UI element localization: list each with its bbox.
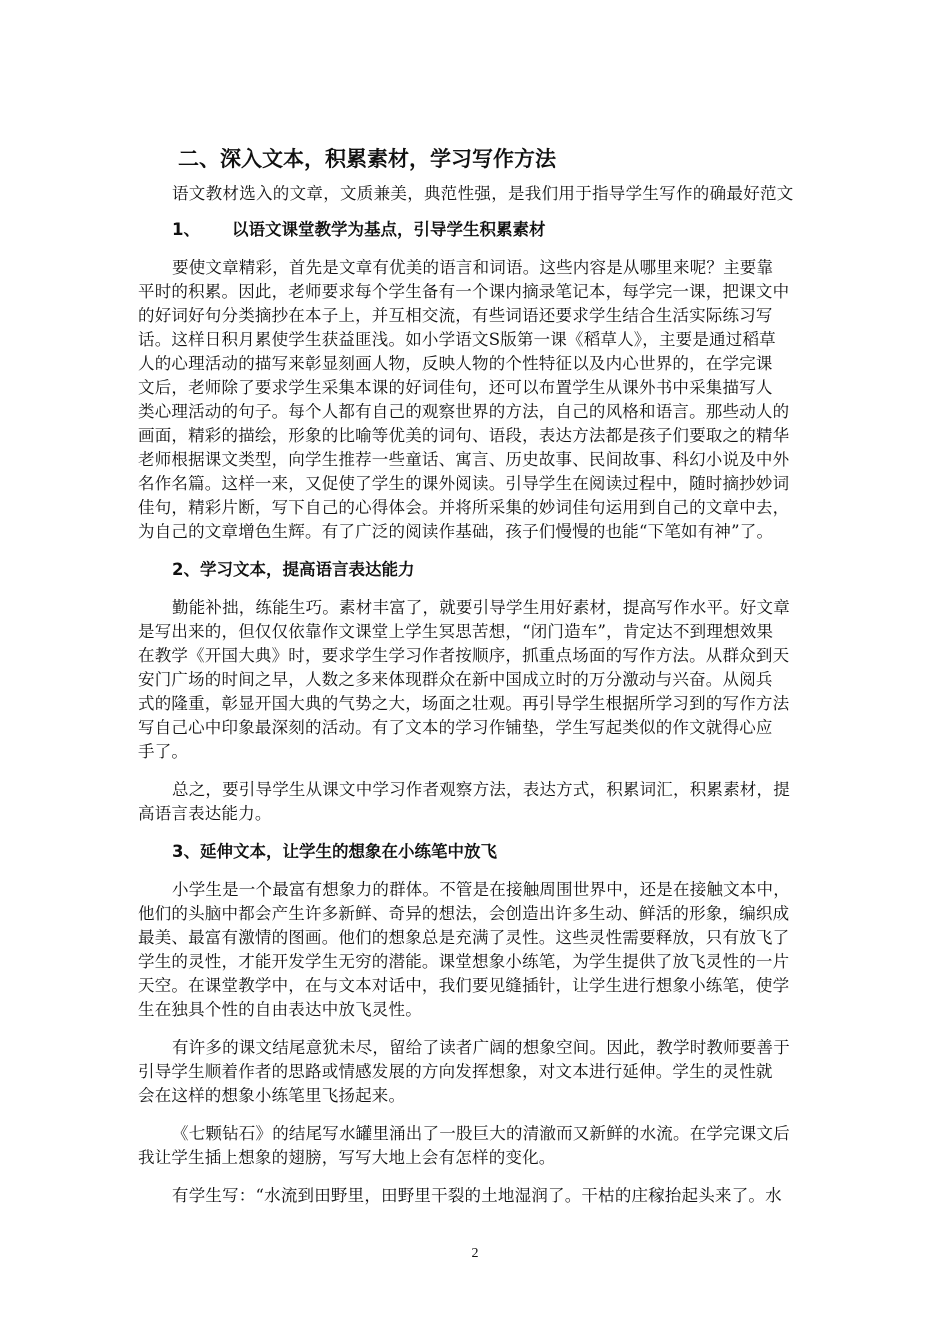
text-line: 话。这样日积月累使学生获益匪浅。如小学语文S版第一课《稻草人》，主要是通过稻草: [138, 330, 776, 349]
paragraph-1: [138, 256, 862, 544]
text-line: 学生的灵性，才能开发学生无穷的潜能。课堂想象小练笔，为学生提供了放飞灵性的一片: [138, 952, 790, 971]
text-line: 有许多的课文结尾意犹未尽，留给了读者广阔的想象空间。因此，教学时教师要善于: [172, 1038, 790, 1057]
paragraph-7: [138, 1184, 862, 1208]
text-line: 写自己心中印象最深刻的活动。有了文本的学习作铺垫，学生写起类似的作文就得心应: [138, 718, 773, 737]
text-line: 为自己的文章增色生辉。有了广泛的阅读作基础，孩子们慢慢的也能“下笔如有神”了。: [138, 522, 774, 541]
text-line: 文后，老师除了要求学生采集本课的好词佳句，还可以布置学生从课外书中采集描写人: [138, 378, 773, 397]
text-line: 小学生是一个最富有想象力的群体。不管是在接触周围世界中，还是在接触文本中，: [172, 880, 790, 899]
text-line: 是写出来的，但仅仅依靠作文课堂上学生冥思苦想，“闭门造车”，肯定达不到理想效果: [138, 622, 774, 641]
text-line: 人的心理活动的描写来彰显刻画人物，反映人物的个性特征以及内心世界的，在学完课: [138, 354, 773, 373]
text-line: 式的隆重，彰显开国大典的气势之大，场面之壮观。再引导学生根据所学习到的写作方法: [138, 694, 790, 713]
text-line: 我让学生插上想象的翅膀，写写大地上会有怎样的变化。: [138, 1148, 556, 1167]
text-line: 最美、最富有激情的图画。他们的想象总是充满了灵性。这些灵性需要释放，只有放飞了: [138, 928, 790, 947]
text-line: 会在这样的想象小练笔里飞扬起来。: [138, 1086, 406, 1105]
subheading-1-title: 以语文课堂教学为基点，引导学生积累素材: [232, 220, 546, 239]
text-line: 勤能补拙，练能生巧。素材丰富了，就要引导学生用好素材，提高写作水平。好文章: [172, 598, 790, 617]
text-line: 有学生写：“水流到田野里，田野里干裂的土地湿润了。干枯的庄稼抬起头来了。水: [172, 1186, 782, 1205]
page-number: 2: [471, 1246, 479, 1261]
subheading-1-number: 1、: [172, 220, 200, 239]
text-line: 《七颗钻石》的结尾写水罐里涌出了一股巨大的清澈而又新鲜的水流。在学完课文后: [172, 1124, 790, 1143]
text-line: 老师根据课文类型，向学生推荐一些童话、寓言、历史故事、民间故事、科幻小说及中外: [138, 450, 790, 469]
text-line: 引导学生顺着作者的思路或情感发展的方向发挥想象，对文本进行延伸。学生的灵性就: [138, 1062, 773, 1081]
text-line: 安门广场的时间之早，人数之多来体现群众在新中国成立时的万分激动与兴奋。从阅兵: [138, 670, 773, 689]
text-line: 平时的积累。因此，老师要求每个学生备有一个课内摘录笔记本，每学完一课，把课文中: [138, 282, 790, 301]
paragraph-4: [138, 878, 862, 1022]
text-line: 生在独具个性的自由表达中放飞灵性。: [138, 1000, 422, 1019]
paragraph-6: [138, 1122, 862, 1170]
text-line: 的好词好句分类摘抄在本子上，并互相交流，有些词语还要求学生结合生活实际练习写: [138, 306, 773, 325]
section-title: 二、深入文本，积累素材，学习写作方法: [178, 147, 556, 171]
text-line: 总之，要引导学生从课文中学习作者观察方法，表达方式，积累词汇，积累素材，提: [172, 780, 790, 799]
text-line: 类心理活动的句子。每个人都有自己的观察世界的方法，自己的风格和语言。那些动人的: [138, 402, 790, 421]
subheading-1: [172, 218, 862, 242]
text-line: 天空。在课堂教学中，在与文本对话中，我们要见缝插针，让学生进行想象小练笔，使学: [138, 976, 790, 995]
document-body: [138, 146, 862, 1222]
paragraph-2: [138, 596, 862, 764]
text-line: 画面，精彩的描绘，形象的比喻等优美的词句、语段，表达方法都是孩子们要取之的精华: [138, 426, 790, 445]
text-line: 他们的头脑中都会产生许多新鲜、奇异的想法，会创造出许多生动、鲜活的形象，编织成: [138, 904, 790, 923]
paragraph-5: [138, 1036, 862, 1108]
paragraph-3: [138, 778, 862, 826]
text-line: 手了。: [138, 742, 189, 761]
text-line: 佳句，精彩片断，写下自己的心得体会。并将所采集的妙词佳句运用到自己的文章中去，: [138, 498, 790, 517]
text-line: 要使文章精彩，首先是文章有优美的语言和词语。这些内容是从哪里来呢？主要靠: [172, 258, 774, 277]
text-line: 名作名篇。这样一来，又促使了学生的课外阅读。引导学生在阅读过程中，随时摘抄妙词: [138, 474, 790, 493]
intro-paragraph: 语文教材选入的文章，文质兼美，典范性强，是我们用于指导学生写作的确最好范文: [172, 184, 794, 203]
text-line: 高语言表达能力。: [138, 804, 272, 823]
subheading-3: 3、延伸文本，让学生的想象在小练笔中放飞: [172, 842, 497, 861]
text-line: 在教学《开国大典》时，要求学生学习作者按顺序，抓重点场面的写作方法。从群众到天: [138, 646, 790, 665]
subheading-2: 2、学习文本，提高语言表达能力: [172, 560, 415, 579]
